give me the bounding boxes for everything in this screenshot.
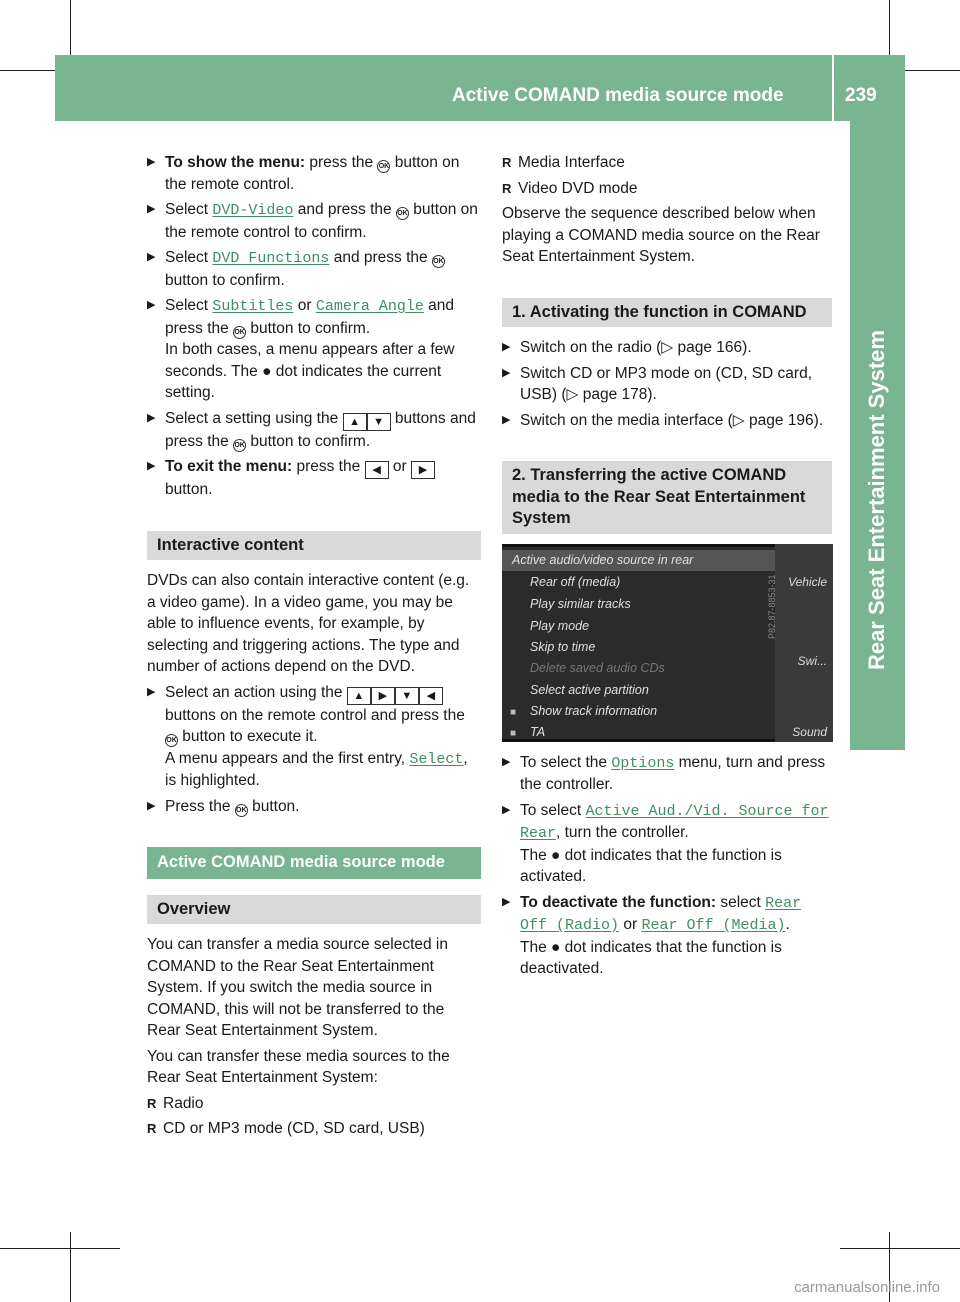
step-select-action: ▶ Select an action using the ▲ ▶ ▼ ◀ buttons on the remote control and press the OK button to execute it. A menu appears and the first entry, Select, is highlighted.	[147, 682, 481, 792]
heading-transferring-media: 2. Transferring the active COMAND media to the Rear Seat Entertainment System	[502, 461, 832, 534]
step-select-dvd-functions: ▶ Select DVD Functions and press the OK button to confirm.	[147, 247, 481, 291]
ok-button-icon: OK	[432, 255, 445, 268]
step-select-setting: ▶ Select a setting using the ▲ ▼ buttons and press the OK button to confirm.	[147, 408, 481, 453]
ok-button-icon: OK	[396, 207, 409, 220]
step-note: The ● dot indicates that the function is activated.	[520, 846, 782, 885]
step-deactivate-function: ▶ To deactivate the function: select Rear Off (Radio) or Rear Off (Media). The ● dot indicates that the function is deactivated.	[502, 892, 832, 980]
screen-menu-item: Select active partition	[530, 682, 649, 697]
down-key-icon: ▼	[367, 413, 391, 431]
step-note: A menu appears and the first entry, Select, is highlighted.	[165, 749, 468, 789]
interactive-paragraph: DVDs can also contain interactive content (e.g. a video game). In a video game, you may be able to influence events, for example, by selecting and triggering actions. The type and number of actions depend on the DVD.	[147, 572, 470, 675]
ok-button-icon: OK	[377, 160, 390, 173]
heading-overview: Overview	[147, 895, 481, 925]
overview-paragraph: You can transfer these media sources to the Rear Seat Entertainment System:	[147, 1047, 450, 1086]
menu-item-subtitles: Subtitles	[212, 298, 294, 315]
left-column	[147, 152, 481, 1144]
screen-side-label: Sound	[792, 724, 827, 739]
screen-menu-item: Show track information	[530, 703, 658, 718]
step-select-subtitles: ▶ Select Subtitles or Camera Angle and press the OK button to confirm. In both cases, a menu appears after a few seconds. The ● dot indicates the current setting.	[147, 295, 481, 404]
left-key-icon: ◀	[365, 461, 389, 479]
observe-paragraph: Observe the sequence described below when playing a COMAND media source on the Rear Seat Entertainment System.	[502, 205, 820, 265]
screen-menu-item: Play mode	[530, 618, 590, 633]
screen-menu-item: Play similar tracks	[530, 596, 631, 611]
heading-interactive-content: Interactive content	[147, 531, 481, 561]
step-note: The ● dot indicates that the function is deactivated.	[520, 938, 782, 977]
menu-item-rear-off-media: Rear Off (Media)	[641, 917, 786, 934]
crop-mark	[840, 1248, 960, 1249]
ok-button-icon: OK	[233, 326, 246, 339]
menu-item-options: Options	[611, 754, 675, 772]
comand-screen-image	[502, 544, 833, 742]
heading-active-comand: Active COMAND media source mode	[147, 847, 481, 879]
menu-item-dvd-functions: DVD Functions	[212, 250, 330, 267]
up-key-icon: ▲	[343, 413, 367, 431]
up-key-icon: ▲	[347, 687, 371, 705]
screen-menu-item-selected: Active audio/video source in rear	[502, 550, 775, 572]
screen-menu-item: TA	[530, 724, 546, 739]
menu-item-active-source: Active Aud./Vid. Source for Rear	[520, 802, 829, 842]
step-note: In both cases, a menu appears after a few seconds. The ● dot indicates the current setting.	[165, 341, 455, 401]
step-select-dvd-video: ▶ Select DVD-Video and press the OK button on the remote control to confirm.	[147, 199, 481, 243]
right-column	[502, 152, 832, 984]
image-code: P82.87-8853-31	[767, 573, 777, 639]
page-number: 239	[845, 85, 877, 106]
step-press-button: ▶ Press the OK button.	[147, 796, 481, 818]
screen-side-label: Vehicle	[788, 574, 827, 589]
right-key-icon: ▶	[411, 461, 435, 479]
step-show-menu: ▶ To show the menu: press the OK button on the remote control.	[147, 152, 481, 195]
menu-item-rear-off-radio: Rear Off (Radio)	[520, 894, 802, 934]
side-tab-marker	[850, 706, 905, 750]
screen-menu-item: Delete saved audio CDs	[530, 660, 665, 675]
screen-menu-item: Rear off (media)	[530, 574, 621, 589]
list-item: R Media Interface	[502, 152, 832, 174]
menu-item-camera-angle: Camera Angle	[315, 298, 424, 315]
right-key-icon: ▶	[371, 687, 395, 705]
step-select-active-source: ▶ To select Active Aud./Vid. Source for Rear, turn the controller. The ● dot indicates that the function is activated.	[502, 800, 832, 888]
ok-button-icon: OK	[235, 804, 248, 817]
left-key-icon: ◀	[419, 687, 443, 705]
crop-mark	[0, 1248, 120, 1249]
menu-item-dvd-video: DVD-Video	[212, 202, 294, 219]
down-key-icon: ▼	[395, 687, 419, 705]
screen-menu-item: Skip to time	[530, 639, 596, 654]
checkbox-icon: ■	[510, 706, 517, 718]
header-separator	[832, 55, 834, 121]
ok-button-icon: OK	[233, 439, 246, 452]
heading-activating-function: 1. Activating the function in COMAND	[502, 298, 832, 328]
list-item: R Radio	[147, 1093, 481, 1115]
step-select-options: ▶ To select the Options menu, turn and press the controller.	[502, 752, 832, 796]
header-section-title: Active COMAND media source mode	[452, 85, 784, 106]
crop-mark	[70, 1232, 71, 1302]
checkbox-icon: ■	[510, 727, 517, 739]
step-switch-radio: ▶ Switch on the radio (▷ page 166).	[502, 337, 832, 359]
menu-item-select: Select	[409, 750, 464, 768]
ok-button-icon: OK	[165, 734, 178, 747]
list-item: R Video DVD mode	[502, 178, 832, 200]
screen-side-label: Swi...	[797, 653, 827, 668]
step-switch-media: ▶ Switch on the media interface (▷ page 196).	[502, 410, 832, 432]
step-switch-cd: ▶ Switch CD or MP3 mode on (CD, SD card, USB) (▷ page 178).	[502, 363, 832, 406]
watermark: carmanualsonline.info	[794, 1279, 940, 1296]
step-exit-menu: ▶ To exit the menu: press the ◀ or ▶ button.	[147, 456, 481, 501]
overview-paragraph: You can transfer a media source selected in COMAND to the Rear Seat Entertainment System. If you switch the media source in COMAND, this will not be transferred to the Rear Seat Entertainment System.	[147, 936, 448, 1039]
list-item: R CD or MP3 mode (CD, SD card, USB)	[147, 1118, 481, 1140]
side-tab-title: Rear Seat Entertainment System	[864, 330, 889, 670]
